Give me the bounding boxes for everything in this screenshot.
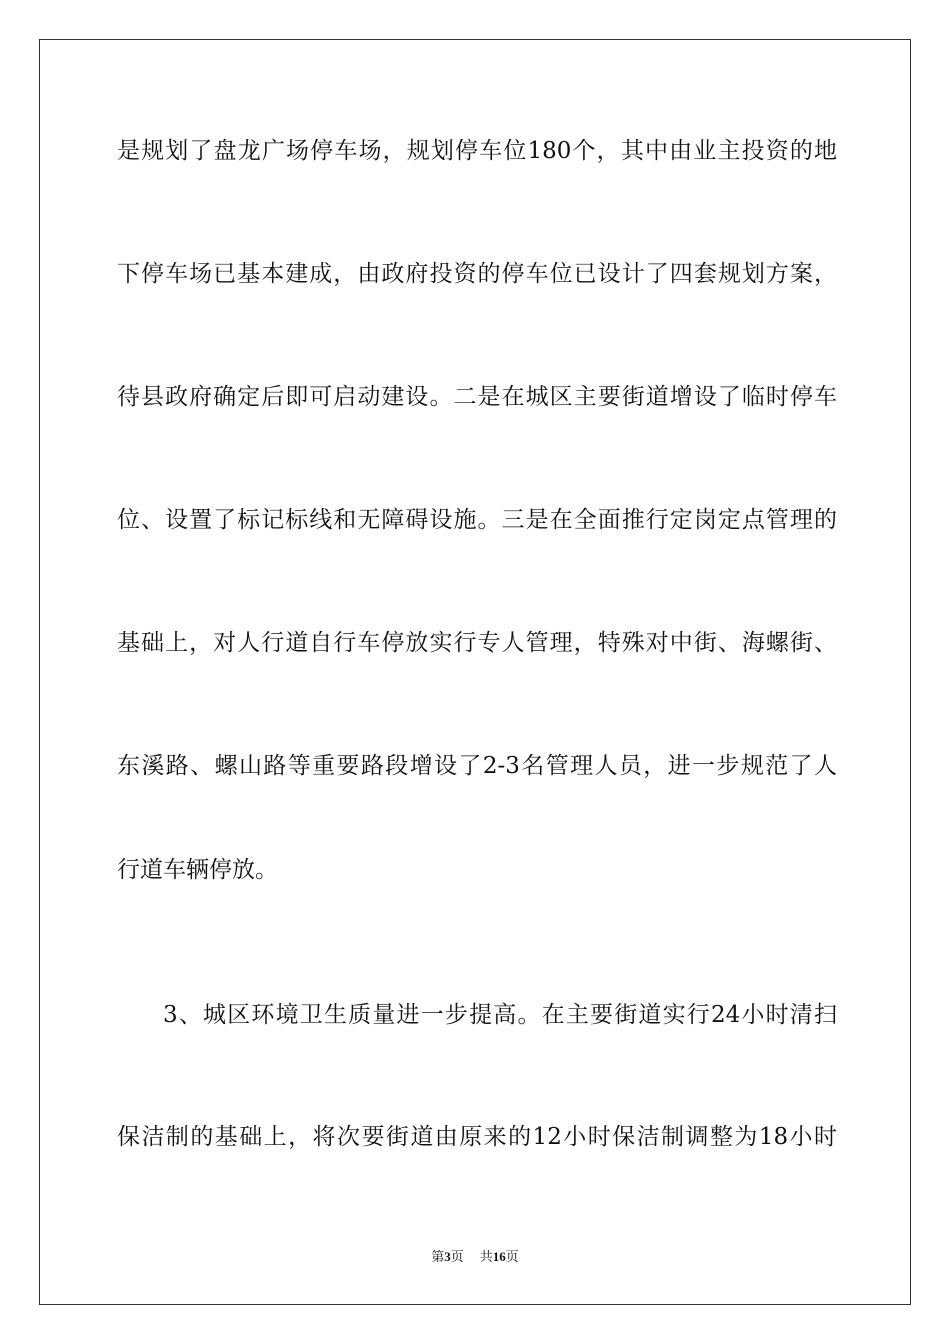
paragraph-line-4: 位、设置了标记标线和无障碍设施。三是在全面推行定岗定点管理的 [117,507,837,533]
paragraph-line-9: 保洁制的基础上，将次要街道由原来的12小时保洁制调整为18小时 [117,1124,837,1150]
paragraph-line-6: 东溪路、螺山路等重要路段增设了2-3名管理人员，进一步规范了人 [117,753,837,779]
page-prefix: 第 [431,1250,445,1265]
paragraph-line-1: 是规划了盘龙广场停车场，规划停车位180个，其中由业主投资的地 [117,138,837,164]
page-footer [0,1246,950,1265]
paragraph-line-7: 行道车辆停放。 [117,857,278,883]
paragraph-line-8: 3、城区环境卫生质量进一步提高。在主要街道实行24小时清扫 [163,1002,837,1028]
page-number: 3 [444,1249,451,1264]
total-prefix: 共 [479,1250,493,1265]
paragraph-line-2: 下停车场已基本建成，由政府投资的停车位已设计了四套规划方案， [117,261,837,287]
total-suffix: 页 [505,1250,519,1265]
page-suffix: 页 [450,1250,464,1265]
paragraph-line-5: 基础上，对人行道自行车停放实行专人管理，特殊对中街、海螺街、 [117,630,837,656]
paragraph-line-3: 待县政府确定后即可启动建设。二是在城区主要街道增设了临时停车 [117,384,837,410]
page-border [39,39,911,1305]
total-pages: 16 [492,1249,506,1264]
